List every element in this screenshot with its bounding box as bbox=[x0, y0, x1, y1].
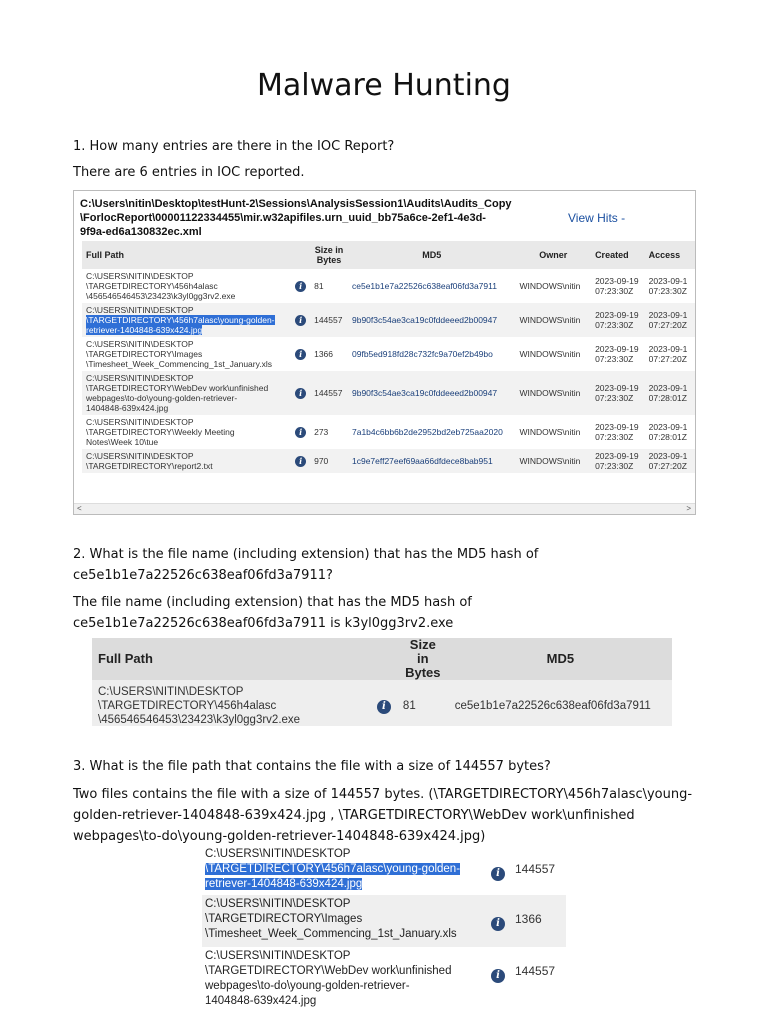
size-text: 144557 bbox=[515, 862, 556, 876]
info-icon[interactable]: i bbox=[295, 456, 306, 467]
full-path-text: C:\USERS\NITIN\DESKTOP \TARGETDIRECTORY\456h7alasc\young-golden- retriever-1404848-639x424.jpg bbox=[205, 848, 461, 890]
scroll-left-icon[interactable]: < bbox=[77, 504, 82, 513]
owner-cell: WINDOWS\nitin bbox=[515, 303, 591, 337]
question-2: 2. What is the file name (including extension) that has the MD5 hash of ce5e1b1e7a22526c638eaf06fd3a7911? bbox=[73, 547, 539, 583]
size-cell: 1366 bbox=[314, 349, 334, 359]
md5-cell: 1c9e7eff27eef69aa66dfdece8bab951 bbox=[348, 449, 515, 473]
table-header-row bbox=[82, 241, 696, 269]
page-title: Malware Hunting bbox=[257, 68, 511, 103]
full-path-cell: C:\USERS\NITIN\DESKTOP \TARGETDIRECTORY\456h4alasc \456546546453\23423\k3yl0gg3rv2.exe bbox=[86, 271, 236, 301]
col-created[interactable]: Created bbox=[591, 241, 645, 269]
info-icon[interactable]: i bbox=[295, 349, 306, 360]
ioc-table bbox=[82, 241, 696, 473]
size-cell: 144557 bbox=[310, 371, 348, 415]
md5-cell: 9b90f3c54ae3ca19c0fddeeed2b00947 bbox=[348, 303, 515, 337]
created-cell: 2023-09-19 07:23:30Z bbox=[591, 303, 645, 337]
full-path-cell: C:\USERS\NITIN\DESKTOP \TARGETDIRECTORY\Images \Timesheet_Week_Commencing_1st_January.xls bbox=[86, 339, 272, 369]
info-icon[interactable]: i bbox=[377, 700, 391, 714]
question-3: 3. What is the file path that contains the file with a size of 144557 bytes? bbox=[73, 759, 551, 774]
table-row bbox=[92, 680, 672, 726]
md5-cell: 7a1b4c6bb6b2de2952bd2eb725aa2020 bbox=[352, 427, 503, 437]
created-cell: 2023-09-19 07:23:30Z bbox=[595, 276, 639, 296]
full-path-cell: C:\USERS\NITIN\DESKTOP \TARGETDIRECTORY\Weekly Meeting Notes\Week 10\tue bbox=[86, 417, 235, 447]
owner-cell: WINDOWS\nitin bbox=[519, 349, 581, 359]
size-cell: 144557 bbox=[310, 303, 348, 337]
access-cell: 2023-09-1 07:28:01Z bbox=[645, 371, 696, 415]
created-cell: 2023-09-19 07:23:30Z bbox=[595, 422, 639, 442]
md5-table bbox=[92, 638, 672, 726]
size-text: 1366 bbox=[515, 912, 542, 926]
report-file-path: C:\Users\nitin\Desktop\testHunt-2\Sessions\AnalysisSession1\Audits\Audits_Copy \ForlocReport\00001122334455\mir.w32apifiles.urn_uuid_bb75a6ce-2ef1-4e3d- 9f9a-ed6a130832ec.xml bbox=[80, 198, 512, 238]
col-owner[interactable]: Owner bbox=[515, 241, 591, 269]
ioc-report-screenshot bbox=[73, 190, 696, 515]
owner-cell: WINDOWS\nitin bbox=[519, 427, 581, 437]
size-search-screenshot bbox=[202, 845, 566, 1015]
full-path-text: C:\USERS\NITIN\DESKTOP \TARGETDIRECTORY\WebDev work\unfinished webpages\to-do\young-golden-retriever- 1404848-639x424.jpg bbox=[205, 950, 452, 1007]
full-path-cell: C:\USERS\NITIN\DESKTOP \TARGETDIRECTORY\report2.txt bbox=[82, 449, 291, 473]
view-hits-link[interactable]: View Hits - bbox=[568, 211, 626, 225]
answer-2: The file name (including extension) that has the MD5 hash of ce5e1b1e7a22526c638eaf06fd3a7911 is k3yl0gg3rv2.exe bbox=[73, 595, 472, 631]
size-text: 144557 bbox=[515, 964, 556, 978]
col-md5[interactable]: MD5 bbox=[348, 241, 515, 269]
table-row[interactable] bbox=[82, 449, 696, 473]
size-cell: 273 bbox=[314, 427, 329, 437]
col-full-path[interactable]: Full Path bbox=[82, 241, 291, 269]
owner-cell: WINDOWS\nitin bbox=[515, 449, 591, 473]
info-icon[interactable]: i bbox=[295, 315, 306, 326]
access-cell: 2023-09-1 07:27:20Z bbox=[645, 303, 696, 337]
access-cell: 2023-09-1 07:27:20Z bbox=[645, 449, 696, 473]
info-icon[interactable]: i bbox=[491, 917, 505, 931]
md5-cell: 09fb5ed918fd28c732fc9a70ef2b49bo bbox=[352, 349, 493, 359]
size-cell: 81 bbox=[314, 281, 324, 291]
answer-1: There are 6 entries in IOC reported. bbox=[73, 165, 305, 180]
md5-cell: 9b90f3c54ae3ca19c0fddeeed2b00947 bbox=[348, 371, 515, 415]
md5-cell: ce5e1b1e7a22526c638eaf06fd3a7911 bbox=[352, 281, 497, 291]
scroll-right-icon[interactable]: > bbox=[686, 504, 691, 513]
list-item[interactable] bbox=[202, 895, 566, 947]
info-icon[interactable]: i bbox=[295, 427, 306, 438]
col-full-path[interactable]: Full Path bbox=[92, 638, 371, 680]
md5-lookup-screenshot bbox=[92, 638, 672, 726]
table-header-row bbox=[92, 638, 672, 680]
col-size[interactable]: Size in Bytes bbox=[310, 241, 348, 269]
answer-3: Two files contains the file with a size of 144557 bytes. (\TARGETDIRECTORY\456h7alasc\young-golden-retriever-1404848-639x424.jpg , \TARGETDIRECTORY\WebDev work\unfinished webpages\to-do\young-golden-retriever-1404848-639x424.jpg) bbox=[73, 787, 693, 844]
list-item[interactable] bbox=[202, 947, 566, 1011]
md5-cell: ce5e1b1e7a22526c638eaf06fd3a7911 bbox=[449, 680, 672, 726]
full-path-cell: C:\USERS\NITIN\DESKTOP \TARGETDIRECTORY\456h7alasc\young-golden- retriever-1404848-639x424.jpg bbox=[82, 303, 291, 337]
info-icon[interactable]: i bbox=[295, 281, 306, 292]
full-path-text: C:\USERS\NITIN\DESKTOP \TARGETDIRECTORY\Images \Timesheet_Week_Commencing_1st_January.xls bbox=[205, 898, 457, 940]
full-path-cell: C:\USERS\NITIN\DESKTOP \TARGETDIRECTORY\WebDev work\unfinished webpages\to-do\young-golden-retriever- 1404848-639x424.jpg bbox=[82, 371, 291, 415]
size-cell: 970 bbox=[310, 449, 348, 473]
question-1: 1. How many entries are there in the IOC Report? bbox=[73, 139, 395, 154]
list-item[interactable] bbox=[202, 845, 566, 895]
info-icon[interactable]: i bbox=[295, 388, 306, 399]
info-icon[interactable]: i bbox=[491, 969, 505, 983]
col-access[interactable]: Access bbox=[645, 241, 696, 269]
col-md5[interactable]: MD5 bbox=[449, 638, 672, 680]
table-row[interactable] bbox=[82, 371, 696, 415]
created-cell: 2023-09-19 07:23:30Z bbox=[591, 449, 645, 473]
access-cell: 2023-09-1 07:27:20Z bbox=[648, 344, 688, 364]
table-row[interactable] bbox=[82, 415, 696, 449]
info-icon[interactable]: i bbox=[491, 867, 505, 881]
access-cell: 2023-09-1 07:23:30Z bbox=[648, 276, 688, 296]
access-cell: 2023-09-1 07:28:01Z bbox=[648, 422, 688, 442]
horizontal-scrollbar[interactable] bbox=[74, 503, 695, 514]
owner-cell: WINDOWS\nitin bbox=[515, 371, 591, 415]
full-path-cell: C:\USERS\NITIN\DESKTOP \TARGETDIRECTORY\456h4alasc \456546546453\23423\k3yl0gg3rv2.exe bbox=[92, 680, 371, 726]
table-row[interactable] bbox=[82, 337, 696, 371]
created-cell: 2023-09-19 07:23:30Z bbox=[591, 371, 645, 415]
table-row[interactable] bbox=[82, 269, 696, 303]
size-cell: 81 bbox=[397, 680, 449, 726]
created-cell: 2023-09-19 07:23:30Z bbox=[595, 344, 639, 364]
owner-cell: WINDOWS\nitin bbox=[519, 281, 581, 291]
col-size[interactable]: Size in Bytes bbox=[397, 638, 449, 680]
table-row[interactable] bbox=[82, 303, 696, 337]
